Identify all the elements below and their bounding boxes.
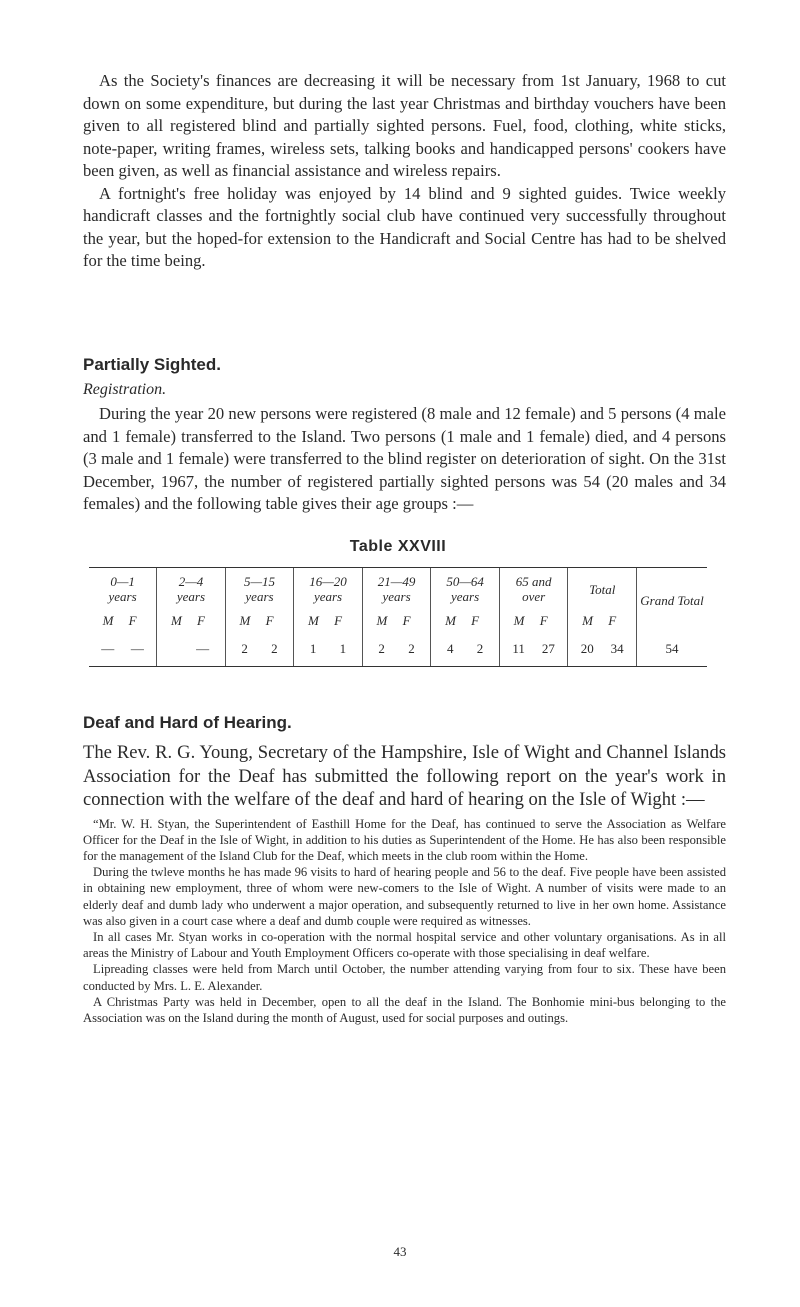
table-title: Table XXVIII [349, 538, 447, 555]
col-header: 2—4 years [157, 568, 226, 610]
partially-sighted-section [83, 355, 726, 516]
col-header: 21—49 years [362, 568, 431, 610]
deaf-lead-paragraph: The Rev. R. G. Young, Secretary of the Hampshire, Isle of Wight and Channel Islands Association for the Deaf has submitted the following report on the year's work in connection with the welfare of the deaf and hard of hearing on the Isle of Wight :— [83, 742, 726, 810]
mf-label: M F [225, 610, 294, 632]
registration-paragraph: During the year 20 new persons were registered (8 male and 12 female) and 5 persons (4 male and 1 female) transferred to the Island. Two persons (1 male and 1 female) died, and 4 persons (3 male and 1 female) were transferred to the blind register on deterioration of sight. On the 31st December, 1967, the number of registered partially sighted persons was 54 (20 males and 34 females) and the following table gives their age groups :— [83, 404, 726, 513]
grand-total-value: 54 [665, 641, 679, 656]
table-cell: — [157, 632, 226, 666]
col-header: Total [568, 568, 637, 610]
table-sex-row [89, 610, 707, 632]
col-header: 0—1 years [89, 568, 157, 610]
section-heading-partially-sighted: Partially Sighted. [83, 355, 221, 374]
deaf-report-paragraph: “Mr. W. H. Styan, the Superintendent of Easthill Home for the Deaf, has continued to serve the Association as Welfare Officer for the Deaf in the Isle of Wight, in addition to his duties as Superintendent of the Home. He has also been responsible for the management of the Island Club for the Deaf, which meets in the club room within the Home. [83, 816, 726, 863]
table-cell: 2 2 [362, 632, 431, 666]
col-header: 65 and over [499, 568, 568, 610]
table-cell: 1 1 [294, 632, 363, 666]
col-header: 5—15 years [225, 568, 294, 610]
col-header: 16—20 years [294, 568, 363, 610]
age-group-table [89, 567, 707, 667]
deaf-report-paragraph: In all cases Mr. Styan works in co-operation with the normal hospital service and other voluntary organisations. As in all areas the Ministry of Labour and Youth Employment Officers co-operate with those specialising in deaf welfare. [83, 929, 726, 961]
deaf-report-paragraph: A Christmas Party was held in December, open to all the deaf in the Island. The Bonhomie mini-bus belonging to the Association was on the Island during the month of August, used for social purposes and outings. [83, 994, 726, 1025]
table-header-row [89, 568, 707, 610]
table-cell: 2 2 [225, 632, 294, 666]
table-cell: — — [89, 632, 157, 666]
grand-total-header: Grand Total [640, 592, 704, 608]
mf-label: M F [157, 610, 226, 632]
intro-paragraph-2: A fortnight's free holiday was enjoyed by 14 blind and 9 sighted guides. Twice weekly handicraft classes and the fortnightly social club have continued very successfully throughout the year, but the hoped-for extension to the Handicraft and Social Centre has had to be shelved for the time being. [83, 183, 726, 270]
table-cell: 11 27 [499, 632, 568, 666]
intro-paragraph-1: As the Society's finances are decreasing it will be necessary from 1st January, 1968 to cut down on some expenditure, but during the last year Christmas and birthday vouchers have been given to all registered blind and partially sighted persons. Fuel, food, clothing, white sticks, note-paper, writing frames, wireless sets, talking books and handicapped persons' cookers have been given, as well as financial assistance and wireless repairs. [83, 71, 726, 180]
deaf-report [83, 816, 726, 1027]
table-cell: 4 2 [431, 632, 500, 666]
deaf-report-paragraph: Lipreading classes were held from March until October, the number attending varying from four to six. These have been conducted by Mrs. L. E. Alexander. [83, 962, 726, 993]
mf-label: M F [362, 610, 431, 632]
col-header: 50—64 years [431, 568, 500, 610]
mf-label: M F [568, 610, 637, 632]
mf-label: M F [294, 610, 363, 632]
deaf-report-paragraph: During the twleve months he has made 96 visits to hard of hearing people and 56 to the deaf. Five people have been assisted in obtaining new employment, three of whom were new-comers to the Isle of Wight. A number of visits were made to an elderly deaf and dumb lady who underwent a major operation, and subsequently returned to live in her own home. Assistance was also given in a court case where a deaf and dumb couple were required as witnesses. [83, 865, 726, 928]
page-number: 43 [393, 1244, 407, 1259]
table-cell: 20 34 [568, 632, 637, 666]
deaf-section [83, 713, 726, 1026]
intro-section [83, 70, 726, 273]
mf-label: M F [431, 610, 500, 632]
subheading-registration: Registration. [83, 381, 167, 398]
table-data-row [89, 632, 707, 666]
mf-label: M F [499, 610, 568, 632]
age-table [89, 568, 707, 666]
mf-label: M F [89, 610, 157, 632]
section-heading-deaf: Deaf and Hard of Hearing. [83, 713, 292, 732]
